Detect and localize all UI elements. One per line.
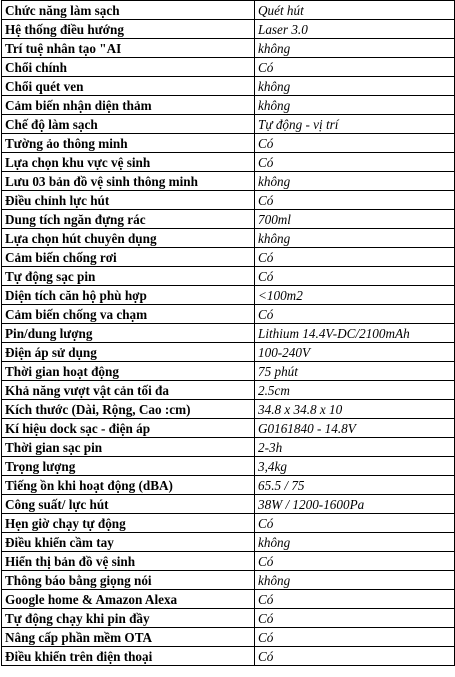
spec-value-cell: Có — [255, 153, 455, 172]
table-row — [2, 96, 455, 115]
table-row — [2, 153, 455, 172]
spec-value-cell: 2.5cm — [255, 381, 455, 400]
spec-value-cell: không — [255, 39, 455, 58]
spec-value-cell: Có — [255, 628, 455, 647]
spec-label-cell: Cảm biến nhận diện thảm — [2, 96, 255, 115]
spec-value-cell: 75 phút — [255, 362, 455, 381]
spec-value-cell: không — [255, 229, 455, 248]
table-row — [2, 457, 455, 476]
table-row — [2, 39, 455, 58]
table-row — [2, 476, 455, 495]
spec-label-cell: Lựa chọn khu vực vệ sinh — [2, 153, 255, 172]
table-row — [2, 362, 455, 381]
spec-value-cell: Có — [255, 191, 455, 210]
spec-table-body — [2, 1, 455, 666]
spec-label-cell: Lựa chọn hút chuyên dụng — [2, 229, 255, 248]
spec-value-cell: 2-3h — [255, 438, 455, 457]
spec-label-cell: Thời gian hoạt động — [2, 362, 255, 381]
spec-label-cell: Nâng cấp phần mềm OTA — [2, 628, 255, 647]
table-row — [2, 115, 455, 134]
table-row — [2, 552, 455, 571]
spec-value-cell: 3,4kg — [255, 457, 455, 476]
spec-value-cell: không — [255, 77, 455, 96]
spec-label-cell: Cảm biến chống va chạm — [2, 305, 255, 324]
spec-label-cell: Tường ảo thông minh — [2, 134, 255, 153]
spec-label-cell: Khả năng vượt vật cản tối đa — [2, 381, 255, 400]
spec-label-cell: Pin/dung lượng — [2, 324, 255, 343]
spec-table — [1, 0, 455, 666]
table-row — [2, 248, 455, 267]
spec-value-cell: G0161840 - 14.8V — [255, 419, 455, 438]
spec-value-cell: 38W / 1200-1600Pa — [255, 495, 455, 514]
spec-label-cell: Trọng lượng — [2, 457, 255, 476]
table-row — [2, 609, 455, 628]
table-row — [2, 628, 455, 647]
spec-value-cell: Có — [255, 647, 455, 666]
table-row — [2, 267, 455, 286]
table-row — [2, 286, 455, 305]
spec-label-cell: Hẹn giờ chạy tự động — [2, 514, 255, 533]
spec-label-cell: Google home & Amazon Alexa — [2, 590, 255, 609]
spec-value-cell: Laser 3.0 — [255, 20, 455, 39]
table-row — [2, 381, 455, 400]
spec-label-cell: Cảm biến chống rơi — [2, 248, 255, 267]
spec-value-cell: không — [255, 172, 455, 191]
table-row — [2, 210, 455, 229]
spec-value-cell: <100m2 — [255, 286, 455, 305]
spec-value-cell: Quét hút — [255, 1, 455, 20]
spec-value-cell: Có — [255, 590, 455, 609]
spec-label-cell: Hiển thị bản đồ vệ sinh — [2, 552, 255, 571]
spec-value-cell: Tự động - vị trí — [255, 115, 455, 134]
table-row — [2, 647, 455, 666]
table-row — [2, 58, 455, 77]
table-row — [2, 438, 455, 457]
spec-value-cell: không — [255, 96, 455, 115]
spec-label-cell: Điều khiển trên điện thoại — [2, 647, 255, 666]
spec-label-cell: Lưu 03 bản đồ vệ sinh thông minh — [2, 172, 255, 191]
spec-label-cell: Chế độ làm sạch — [2, 115, 255, 134]
spec-value-cell: Lithium 14.4V-DC/2100mAh — [255, 324, 455, 343]
spec-value-cell: Có — [255, 267, 455, 286]
table-row — [2, 324, 455, 343]
spec-label-cell: Điện áp sử dụng — [2, 343, 255, 362]
table-row — [2, 1, 455, 20]
spec-value-cell: 700ml — [255, 210, 455, 229]
spec-value-cell: 65.5 / 75 — [255, 476, 455, 495]
spec-label-cell: Thời gian sạc pin — [2, 438, 255, 457]
table-row — [2, 191, 455, 210]
spec-value-cell: Có — [255, 58, 455, 77]
table-row — [2, 20, 455, 39]
table-row — [2, 514, 455, 533]
table-row — [2, 419, 455, 438]
table-row — [2, 77, 455, 96]
spec-value-cell: Có — [255, 609, 455, 628]
spec-value-cell: 100-240V — [255, 343, 455, 362]
spec-value-cell: Có — [255, 514, 455, 533]
spec-label-cell: Dung tích ngăn đựng rác — [2, 210, 255, 229]
spec-value-cell: Có — [255, 305, 455, 324]
spec-label-cell: Kích thước (Dài, Rộng, Cao :cm) — [2, 400, 255, 419]
table-row — [2, 400, 455, 419]
spec-value-cell: Có — [255, 552, 455, 571]
table-row — [2, 571, 455, 590]
table-row — [2, 495, 455, 514]
table-row — [2, 229, 455, 248]
table-row — [2, 533, 455, 552]
table-row — [2, 172, 455, 191]
spec-label-cell: Điều chỉnh lực hút — [2, 191, 255, 210]
table-row — [2, 305, 455, 324]
spec-label-cell: Điều khiển cầm tay — [2, 533, 255, 552]
spec-label-cell: Trí tuệ nhân tạo "AI — [2, 39, 255, 58]
spec-value-cell: Có — [255, 248, 455, 267]
spec-value-cell: Có — [255, 134, 455, 153]
table-row — [2, 343, 455, 362]
spec-label-cell: Công suất/ lực hút — [2, 495, 255, 514]
spec-label-cell: Chổi quét ven — [2, 77, 255, 96]
table-row — [2, 590, 455, 609]
spec-label-cell: Tự động sạc pin — [2, 267, 255, 286]
spec-label-cell: Thông báo bằng giọng nói — [2, 571, 255, 590]
spec-label-cell: Chổi chính — [2, 58, 255, 77]
spec-value-cell: không — [255, 571, 455, 590]
spec-label-cell: Tự động chạy khi pin đầy — [2, 609, 255, 628]
spec-label-cell: Diện tích căn hộ phù hợp — [2, 286, 255, 305]
spec-value-cell: 34.8 x 34.8 x 10 — [255, 400, 455, 419]
table-row — [2, 134, 455, 153]
spec-label-cell: Tiếng ồn khi hoạt động (dBA) — [2, 476, 255, 495]
spec-label-cell: Kí hiệu dock sạc - điện áp — [2, 419, 255, 438]
spec-value-cell: không — [255, 533, 455, 552]
spec-label-cell: Hệ thống điều hướng — [2, 20, 255, 39]
spec-label-cell: Chức năng làm sạch — [2, 1, 255, 20]
